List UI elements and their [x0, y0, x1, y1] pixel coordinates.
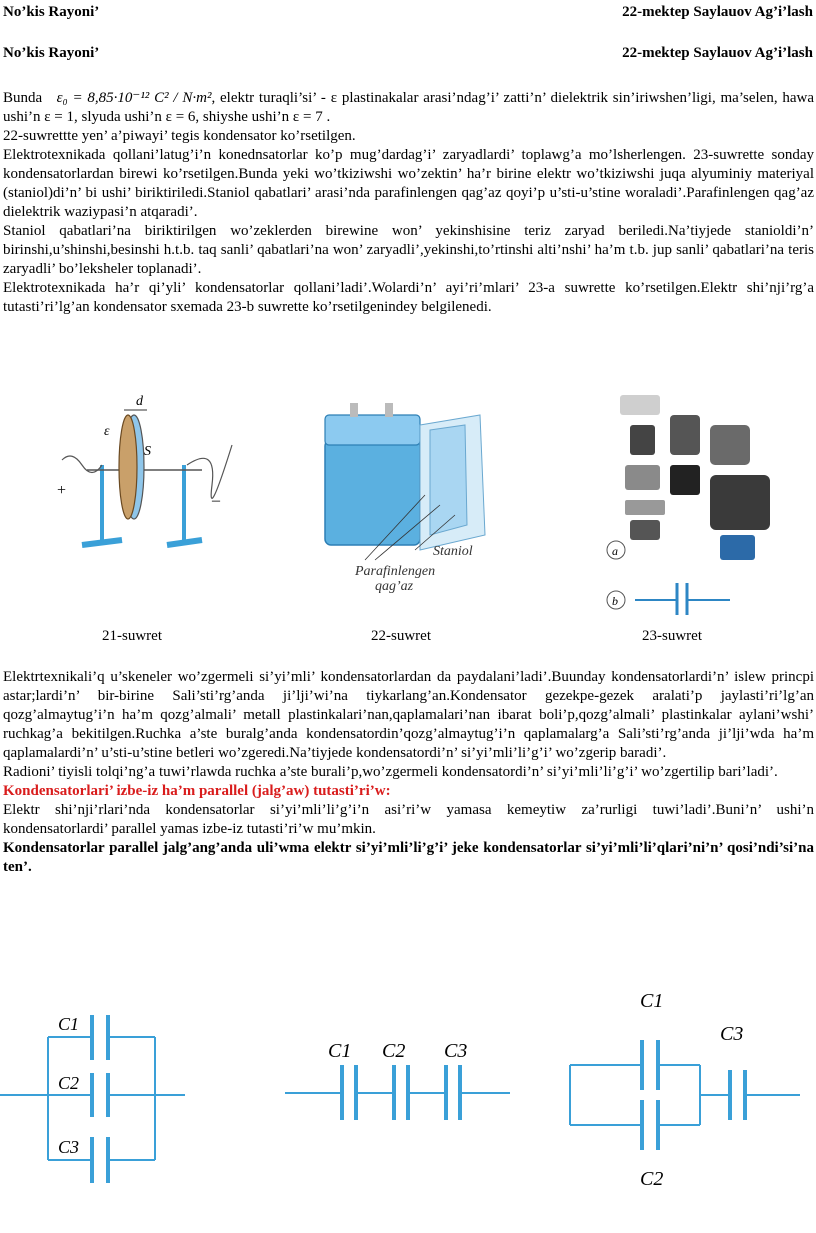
label-plus: +	[57, 482, 67, 499]
label-b: b	[612, 594, 618, 608]
caption-21: 21-suwret	[102, 628, 162, 644]
paragraph-6: Elektrtexnikali’q u’skeneler wo’zgermeli si’yi’mli’ kondensatorlardan da paydalani’ladi’.Buunday kondensatorlardi’n’ islew princpi astar;lardi’n’ bir-birine Sali’sti’rg’anda ji’lji’wi’na tiykarlang’an.Kondensator gezekpe-gezek aralati’p jaylasti’ri’lg’an qozg’almaytug’i’n ha’m qozg’almali’ metall plastinkalari’nan,qaplamalari’nan ibarat boli’p,qozg’almali’ plastinkalar aylani’wshi’ ruchkag’a bekitilgen.Ruchka a’ste buralg’anda kondensatordin’qozg’almaytug’i’n qaplamalarg’a Sali’sti’rg’anda ji’lji’wda ha’m qaplamalardi’n’ u’sti-u’stine betleri wo’zgeredi.Na’tiyjede kondensatordi’n’ si’yi’mli’li’g’i’ wo’zgerip baradi’.	[3, 669, 814, 761]
series-circuit	[285, 1065, 510, 1120]
formula-eps0: ε₀ = 8,85·10⁻¹² C² / N·m²	[56, 90, 212, 106]
header-right: 22-mektep Saylauov Ag’i’lash	[622, 45, 813, 61]
figure-23-capacitor-types	[600, 385, 780, 615]
label-d: d	[136, 394, 143, 409]
parallel-label-c2: C2	[58, 1073, 80, 1093]
text-block-top	[3, 89, 814, 317]
label-staniol: Staniol	[433, 544, 473, 559]
mixed-label-c3: C3	[720, 1023, 744, 1045]
paragraph-9: Kondensatorlar parallel jalg’ang’anda uli’wma elektr si’yi’mli’li’g’i’ jeke kondensatorlar si’yi’mli’li’qlari’ni’n’ qosi’ndi’si’na ten’.	[3, 840, 814, 875]
mixed-label-c2: C2	[640, 1168, 664, 1190]
paragraph-1	[3, 89, 814, 127]
capacitor-circuit-diagrams	[0, 985, 816, 1195]
para1-rest: , elektr turaqli’si’ - ε plastinakalar arasi’ndag’i’ zatti’n’ dielektrik sin’iriwshen’ligi, ma’selen, hawa ushi’n ε = 1, slyuda ushi’n ε = 6, shiyshe ushi’n ε = 7 .	[3, 90, 815, 125]
label-S: S	[144, 444, 151, 459]
page-header-2	[3, 44, 813, 64]
label-qagaz: qag’az	[375, 579, 414, 594]
mixed-circuit	[570, 1040, 800, 1150]
header-left: No’kis Rayoni’	[3, 4, 100, 20]
label-eps: ε	[104, 424, 110, 439]
section-heading: Kondensatorlari’ izbe-iz ha’m parallel (jalg’aw) tutasti’ri’w:	[3, 783, 391, 799]
paragraph-8: Elektr shi’nji’rlari’nda kondensatorlar si’yi’mli’li’g’i’n asi’ri’w yamasa kemeytiw za’rurligi tuwi’ladi’.Buni’n’ ushi’n kondensatorlardi’ parallel yamas izbe-iz tutasti’ri’w mu’mkin.	[3, 802, 814, 837]
label-parafinlengen: Parafinlengen	[355, 564, 436, 579]
series-label-c1: C1	[328, 1040, 352, 1062]
parallel-label-c3: C3	[58, 1137, 80, 1157]
text-block-bottom	[3, 668, 814, 877]
paragraph-3: Elektrotexnikada qollani’latug’i’n konednsatorlar ko’p mug’dardag’i’ zaryadlardi’ toplawg’a mo’lsherlengen. 23-suwrette sonday kondensatorlardan birewi ko’rsetilgen.Bunda yeki wo’tkiziwshi wo’zektin’ ha’r birine elektr wo’tkiziwshi juqa alyuminiy materiyal (staniol)di’n’ bi ushi’ biriktiriledi.Staniol qabatlari’ arasi’nda parafinlengen qag’az qoyi’p u’sti-u’stine woraladi’.Parafinlengen qag’az dielektrik waziypasi’n atqaradi’.	[3, 147, 814, 220]
para1-prefix: Bunda	[3, 90, 43, 106]
header-right: 22-mektep Saylauov Ag’i’lash	[622, 4, 813, 20]
parallel-label-c1: C1	[58, 1014, 80, 1034]
paragraph-4: Staniol qabatlari’na biriktirilgen wo’zeklerden birewine won’ yekinshisine teriz zaryad beriledi.Na’tiyjede stanioldi’n’ birinshi,u’shinshi,besinshi h.t.b. taq sanli’ qabatlari’na won’ zaryadli’,yekinshi,to’rtinshi alti’nshi’ ha’m t.b. jup sanli’ qabatlari’na teris zaryadli’ bo’leksheler toplanadi’.	[3, 223, 814, 277]
paragraph-5: Elektrotexnikada ha’r qi’yli’ kondensatorlar qollani’ladi’.Wolardi’n’ ayi’ri’mlari’ 23-a suwrette ko’rsetilgen.Elektr shi’nji’rg’a tutasti’ri’lg’an kondensator sxemada 23-b suwrette ko’rsetilgenindey belgilenedi.	[3, 280, 814, 315]
parallel-circuit	[0, 1015, 185, 1183]
label-minus: –	[212, 492, 220, 509]
label-a: a	[612, 544, 618, 558]
header-left: No’kis Rayoni’	[3, 45, 100, 61]
caption-22: 22-suwret	[371, 628, 431, 644]
caption-23: 23-suwret	[642, 628, 702, 644]
paragraph-7: Radioni’ tiyisli tolqi’ng’a tuwi’rlawda ruchka a’ste burali’p,wo’zgermeli kondensatordi’n’ si’yi’mli’li’g’i’ wo’zgertilip bari’ladi’.	[3, 764, 778, 780]
series-label-c2: C2	[382, 1040, 406, 1062]
page-header-1	[3, 3, 813, 23]
figure-21-plate-capacitor	[52, 385, 257, 560]
paragraph-2: 22-suwrettte yen’ a’piwayi’ tegis kondensator ko’rsetilgen.	[3, 128, 356, 144]
series-label-c3: C3	[444, 1040, 468, 1062]
mixed-label-c1: C1	[640, 990, 664, 1012]
figure-22-paper-capacitor	[305, 385, 505, 595]
